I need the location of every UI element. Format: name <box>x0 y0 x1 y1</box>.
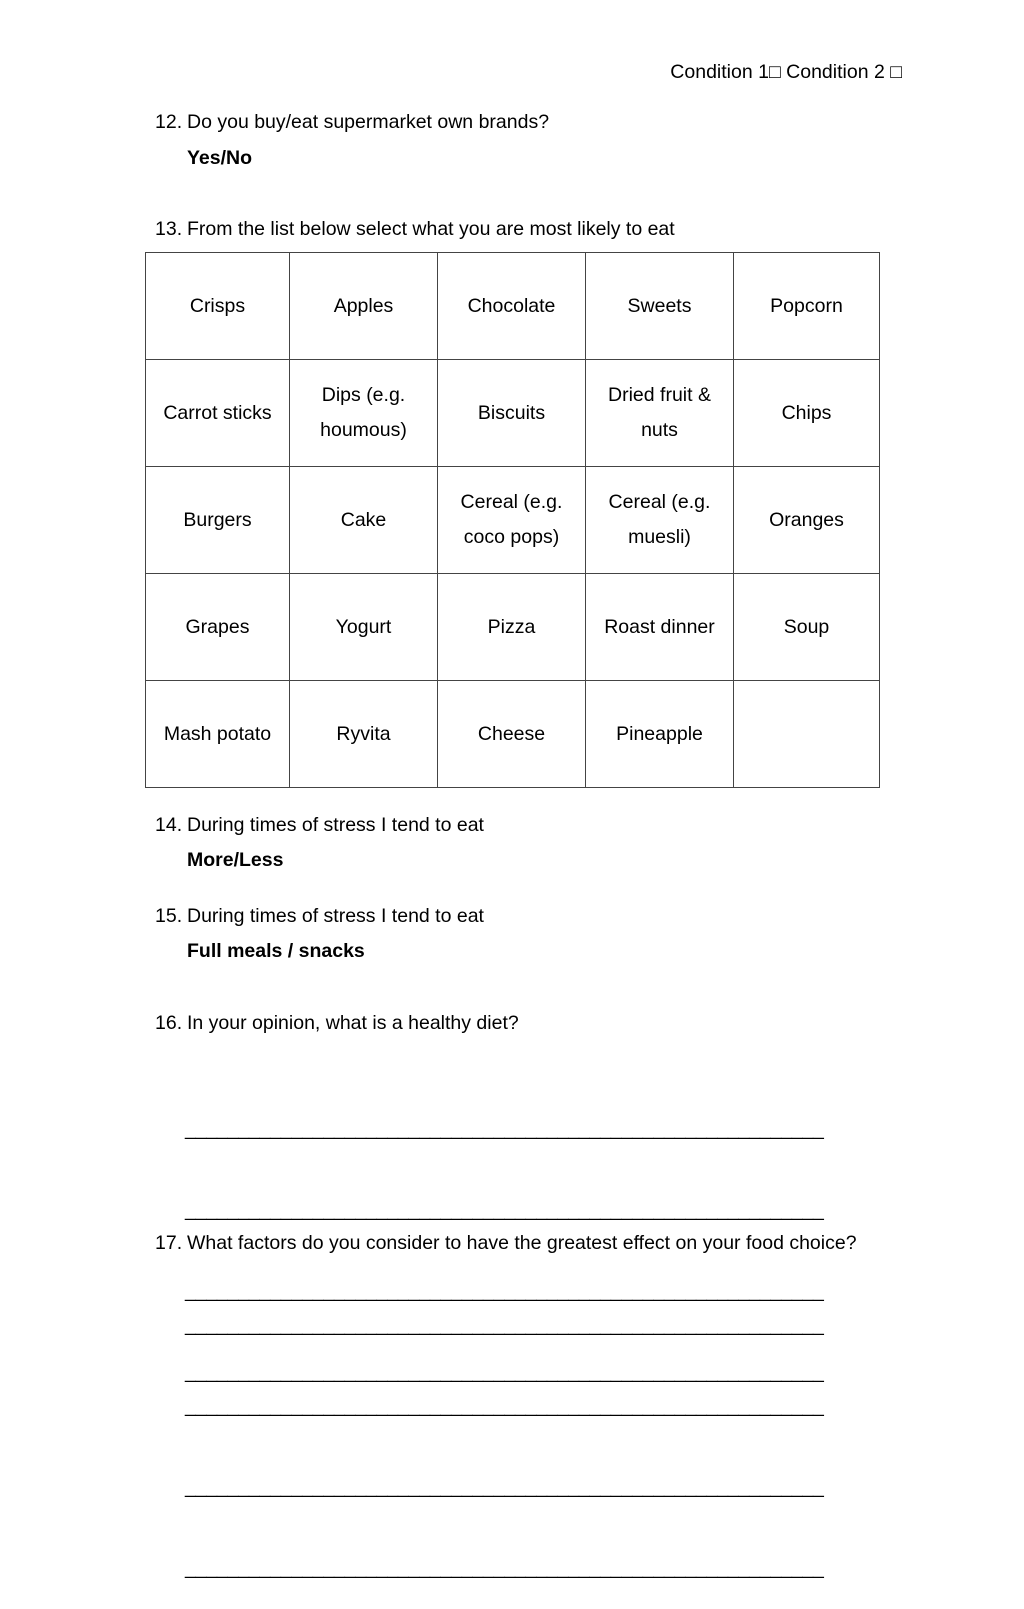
condition-label: Condition 1□ Condition 2 □ <box>670 61 902 83</box>
answer-yes-no[interactable]: Yes/No <box>187 147 253 169</box>
food-row <box>146 681 880 788</box>
food-option-cell[interactable]: Cheese <box>438 681 586 788</box>
answer-line[interactable]: ____________________________________________________________ <box>185 1118 824 1140</box>
food-option-cell[interactable]: Crisps <box>146 253 290 360</box>
answer-line[interactable]: ____________________________________________________________ <box>185 1476 824 1498</box>
food-row <box>146 574 880 681</box>
question-number: 12. <box>155 111 183 133</box>
question-text: During times of stress I tend to eat <box>187 905 484 927</box>
answer-line[interactable]: ____________________________________________________________ <box>185 1314 824 1336</box>
question-number: 13. <box>155 218 183 240</box>
question-17 <box>155 1231 857 1255</box>
question-text: From the list below select what you are most likely to eat <box>187 218 675 240</box>
empty-cell <box>734 681 880 788</box>
food-option-cell[interactable]: Yogurt <box>290 574 438 681</box>
food-option-cell[interactable]: Grapes <box>146 574 290 681</box>
food-option-cell[interactable]: Carrot sticks <box>146 360 290 467</box>
question-text: What factors do you consider to have the greatest effect on your food choice? <box>187 1232 857 1254</box>
food-row <box>146 360 880 467</box>
food-option-cell[interactable]: Burgers <box>146 467 290 574</box>
food-option-cell[interactable]: Dips (e.g. houmous) <box>290 360 438 467</box>
food-option-cell[interactable]: Popcorn <box>734 253 880 360</box>
food-row <box>146 253 880 360</box>
answer-more-less[interactable]: More/Less <box>187 849 284 871</box>
answer-lines-17[interactable] <box>185 1258 824 1609</box>
question-number: 14. <box>155 814 183 836</box>
food-option-cell[interactable]: Roast dinner <box>586 574 734 681</box>
question-text: During times of stress I tend to eat <box>187 814 484 836</box>
question-13 <box>155 217 675 241</box>
answer-line[interactable]: ____________________________________________________________ <box>185 1361 824 1383</box>
food-option-cell[interactable]: Chips <box>734 360 880 467</box>
answer-line[interactable]: ____________________________________________________________ <box>185 1199 824 1221</box>
question-number: 17. <box>155 1232 183 1254</box>
question-number: 16. <box>155 1012 183 1034</box>
question-number: 15. <box>155 905 183 927</box>
food-option-cell[interactable]: Sweets <box>586 253 734 360</box>
food-option-cell[interactable]: Cereal (e.g. muesli) <box>586 467 734 574</box>
answer-meals-snacks[interactable]: Full meals / snacks <box>187 940 365 962</box>
food-option-cell[interactable]: Pizza <box>438 574 586 681</box>
food-option-cell[interactable]: Cereal (e.g. coco pops) <box>438 467 586 574</box>
food-option-cell[interactable]: Dried fruit & nuts <box>586 360 734 467</box>
food-row <box>146 467 880 574</box>
food-option-cell[interactable]: Oranges <box>734 467 880 574</box>
question-14 <box>155 813 484 837</box>
answer-line[interactable]: ____________________________________________________________ <box>185 1557 824 1579</box>
question-text: Do you buy/eat supermarket own brands? <box>187 111 550 133</box>
food-option-cell[interactable]: Cake <box>290 467 438 574</box>
food-option-cell[interactable]: Apples <box>290 253 438 360</box>
food-option-cell[interactable]: Soup <box>734 574 880 681</box>
question-text: In your opinion, what is a healthy diet? <box>187 1012 519 1034</box>
question-15 <box>155 904 484 928</box>
food-option-cell[interactable]: Mash potato <box>146 681 290 788</box>
question-12 <box>155 110 549 134</box>
question-16 <box>155 1011 519 1035</box>
food-option-cell[interactable]: Chocolate <box>438 253 586 360</box>
food-option-cell[interactable]: Pineapple <box>586 681 734 788</box>
food-choice-table <box>145 252 880 788</box>
answer-line[interactable]: ____________________________________________________________ <box>185 1280 824 1302</box>
answer-line[interactable]: ____________________________________________________________ <box>185 1395 824 1417</box>
food-option-cell[interactable]: Ryvita <box>290 681 438 788</box>
food-option-cell[interactable]: Biscuits <box>438 360 586 467</box>
